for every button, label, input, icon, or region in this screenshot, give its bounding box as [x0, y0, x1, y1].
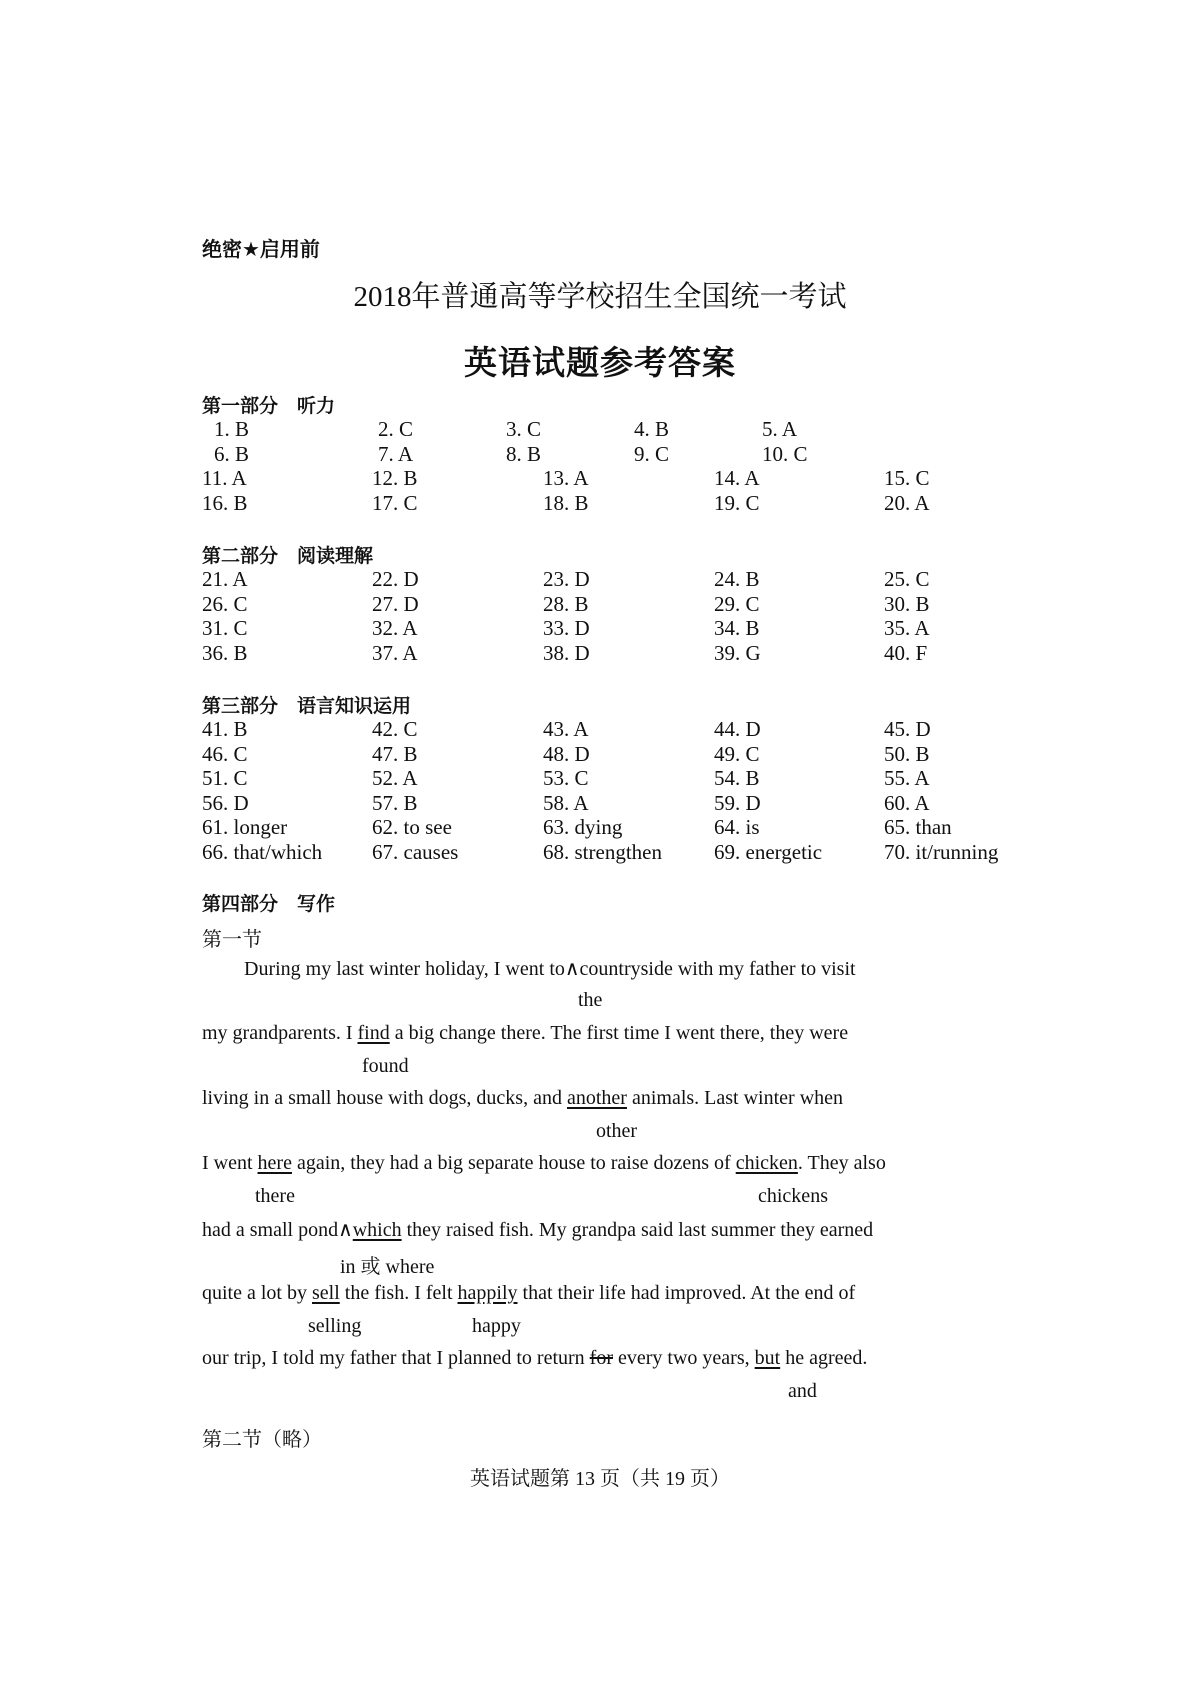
answer-item: 59. D — [714, 790, 761, 815]
deleted-word: for — [589, 1347, 613, 1369]
essay-text: During my last winter holiday, I went to — [244, 958, 565, 980]
essay-text: I went — [202, 1152, 258, 1174]
answer-item: 21. A — [202, 567, 248, 591]
error-word: find — [357, 1022, 390, 1044]
answer-item: 16. B — [202, 490, 248, 515]
page-footer: 英语试题第 13 页（共 19 页） — [470, 1468, 730, 1490]
answer-item: 54. B — [714, 766, 760, 790]
answer-item: 11. A — [202, 466, 247, 490]
correction-other: other — [596, 1120, 638, 1142]
correction-selling: selling — [308, 1315, 362, 1337]
part4-heading: 第四部分 写作 — [202, 893, 336, 915]
answer-item: 66. that/which — [202, 839, 323, 864]
essay-text: my grandparents. I — [202, 1022, 358, 1044]
part1-heading: 第一部分 听力 — [202, 395, 336, 417]
essay-text: . They also — [797, 1152, 886, 1174]
answer-item: 51. C — [202, 766, 248, 790]
answer-item: 69. energetic — [714, 839, 823, 864]
answer-item: 63. dying — [543, 815, 623, 839]
answer-item: 15. C — [884, 466, 930, 490]
answer-item: 53. C — [543, 766, 589, 790]
section2-label: 第二节（略） — [202, 1427, 322, 1451]
insert-caret: ∧ — [564, 956, 580, 980]
answer-item: 44. D — [714, 717, 761, 741]
essay-text: every two years, — [613, 1347, 755, 1369]
answer-item: 24. B — [714, 567, 760, 591]
answer-item: 18. B — [543, 490, 589, 515]
answer-item: 27. D — [372, 591, 419, 616]
essay-text: a big change there. The first time I went there, they were — [389, 1022, 849, 1044]
answer-item: 57. B — [372, 790, 418, 815]
answer-item: 62. to see — [372, 815, 452, 839]
essay-text: he agreed. — [780, 1347, 868, 1369]
answer-item: 65. than — [884, 815, 952, 839]
answer-item: 38. D — [543, 640, 590, 665]
answer-item: 39. G — [714, 640, 761, 665]
essay-line-2 — [202, 1022, 848, 1045]
error-word: another — [566, 1087, 627, 1109]
answer-item: 10. C — [762, 441, 808, 466]
answer-item: 14. A — [714, 466, 760, 490]
part2-heading: 第二部分 阅读理解 — [202, 545, 374, 567]
error-word: chicken — [735, 1152, 798, 1174]
correction-in-or-where: in 或 where — [340, 1256, 435, 1278]
answer-item: 7. A — [378, 441, 414, 466]
answer-item: 43. A — [543, 717, 589, 741]
answer-item: 52. A — [372, 766, 418, 790]
answer-item: 58. A — [543, 790, 589, 815]
error-word: which — [352, 1219, 402, 1241]
answer-item: 13. A — [543, 466, 589, 490]
answer-item: 2. C — [378, 417, 414, 441]
answer-item: 9. C — [634, 441, 670, 466]
section1-label: 第一节 — [202, 927, 262, 951]
answer-item: 8. B — [506, 441, 542, 466]
exam-title: 2018年普通高等学校招生全国统一考试 — [353, 281, 847, 313]
answer-item: 60. A — [884, 790, 930, 815]
essay-text: that their life had improved. At the end of — [517, 1282, 856, 1304]
essay-line-1 — [244, 956, 856, 981]
answer-item: 1. B — [214, 417, 250, 441]
correction-there: there — [255, 1185, 295, 1207]
essay-text: had a small pond — [202, 1219, 339, 1241]
essay-text: countryside with my father to visit — [579, 958, 856, 980]
essay-text: animals. Last winter when — [626, 1087, 844, 1109]
confidential-mark: 绝密★启用前 — [202, 237, 320, 261]
answer-item: 6. B — [214, 441, 250, 466]
answer-item: 35. A — [884, 616, 930, 640]
answer-item: 26. C — [202, 591, 248, 616]
answer-item: 23. D — [543, 567, 590, 591]
essay-text: the fish. I felt — [339, 1282, 458, 1304]
essay-text: quite a lot by — [202, 1282, 312, 1304]
answer-item: 46. C — [202, 741, 248, 766]
essay-line-6 — [202, 1282, 855, 1305]
answer-item: 40. F — [884, 640, 928, 665]
answer-item: 29. C — [714, 591, 760, 616]
correction-the: the — [578, 989, 603, 1011]
answer-item: 50. B — [884, 741, 930, 766]
answer-item: 25. C — [884, 567, 930, 591]
answer-item: 12. B — [372, 466, 418, 490]
essay-text: our trip, I told my father that I planned to return — [202, 1347, 590, 1369]
part3-heading: 第三部分 语言知识运用 — [202, 695, 412, 717]
answer-item: 28. B — [543, 591, 589, 616]
correction-chickens: chickens — [758, 1185, 828, 1207]
answer-item: 5. A — [762, 417, 798, 441]
essay-line-7 — [202, 1347, 867, 1370]
answer-item: 37. A — [372, 640, 418, 665]
answer-item: 49. C — [714, 741, 760, 766]
answer-item: 3. C — [506, 417, 542, 441]
answer-item: 4. B — [634, 417, 670, 441]
answer-item: 64. is — [714, 815, 760, 839]
answer-item: 30. B — [884, 591, 930, 616]
answer-item: 67. causes — [372, 839, 459, 864]
answer-item: 42. C — [372, 717, 418, 741]
error-word: but — [754, 1347, 781, 1369]
answer-item: 17. C — [372, 490, 418, 515]
essay-text: again, they had a big separate house to raise dozens of — [291, 1152, 736, 1174]
answer-key-title: 英语试题参考答案 — [464, 343, 736, 382]
correction-happy: happy — [472, 1315, 521, 1337]
answer-item: 56. D — [202, 790, 249, 815]
answer-item: 36. B — [202, 640, 248, 665]
correction-found: found — [362, 1055, 409, 1077]
answer-item: 32. A — [372, 616, 418, 640]
essay-text: living in a small house with dogs, ducks, and — [202, 1087, 567, 1109]
answer-item: 19. C — [714, 490, 760, 515]
essay-line-3 — [202, 1087, 843, 1110]
correction-and: and — [788, 1380, 817, 1402]
answer-item: 48. D — [543, 741, 590, 766]
answer-item: 47. B — [372, 741, 418, 766]
error-word: happily — [457, 1282, 518, 1304]
error-word: here — [257, 1152, 292, 1174]
insert-caret: ∧ — [338, 1217, 353, 1241]
error-word: sell — [311, 1282, 340, 1304]
essay-text: they raised fish. My grandpa said last summer they earned — [401, 1219, 874, 1241]
essay-line-5 — [202, 1217, 873, 1242]
answer-item: 55. A — [884, 766, 930, 790]
answer-item: 34. B — [714, 616, 760, 640]
essay-line-4 — [202, 1152, 886, 1175]
answer-item: 20. A — [884, 490, 930, 515]
answer-item: 33. D — [543, 616, 590, 640]
answer-item: 61. longer — [202, 815, 288, 839]
answer-item: 45. D — [884, 717, 931, 741]
answer-item: 22. D — [372, 567, 419, 591]
answer-item: 31. C — [202, 616, 248, 640]
answer-item: 68. strengthen — [543, 839, 662, 864]
answer-item: 41. B — [202, 717, 248, 741]
answer-item: 70. it/running — [884, 839, 999, 864]
